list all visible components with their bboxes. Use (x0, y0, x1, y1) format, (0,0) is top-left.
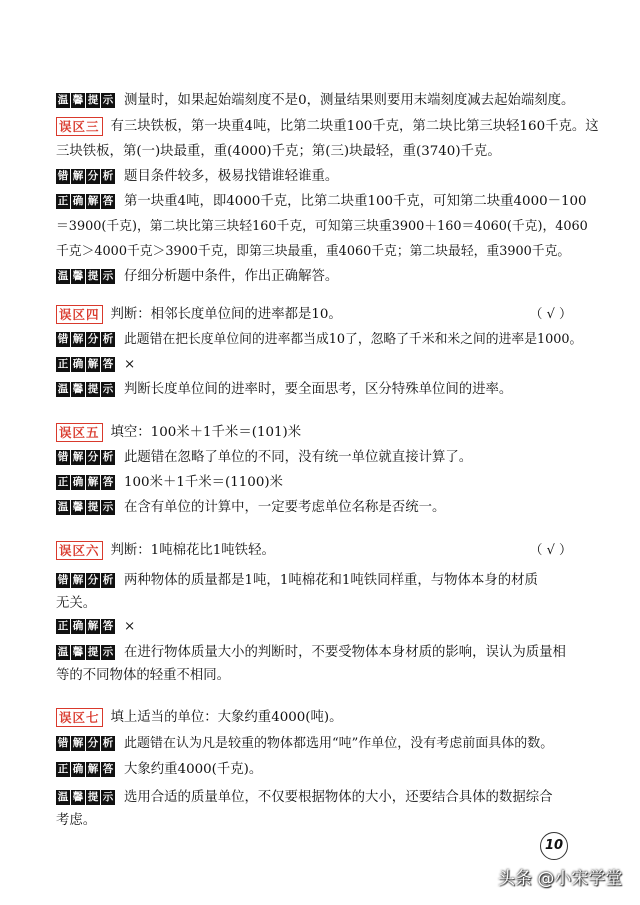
section-3-correct: 正 确 解 答 第一块重4吨，即4000千克，比第二块重100千克，可知第二块重4000－100 (56, 189, 586, 214)
tip-tag: 温 馨 提 示 (57, 94, 114, 106)
section-3-question-cont: 三块铁板，第(一)块最重，重(4000)千克；第(三)块最轻，重(3740)千克。 (56, 144, 501, 159)
tip-tag: 温 馨 提 示 (57, 791, 114, 803)
section-4-tip: 温 馨 提 示 判断长度单位间的进率时，要全面思考，区分特殊单位间的进率。 (56, 377, 586, 402)
wrong-analysis-tag: 错 解 分 析 (57, 737, 114, 749)
section-3-wrong-analysis: 错 解 分 析 题目条件较多，极易找错谁轻谁重。 (56, 164, 586, 189)
section-6-correct: 正 确 解 答 × (56, 614, 586, 639)
section-6-question: 误区六 判断：1吨棉花比1吨铁轻。 （ √ ） (56, 538, 586, 563)
section-5-wrong-analysis: 错 解 分 析 此题错在忽略了单位的不同，没有统一单位就直接计算了。 (56, 445, 586, 470)
section-3-question: 误区三 有三块铁板，第一块重4吨，比第二块重100千克，第二块比第三块轻160千克。这 (56, 114, 586, 139)
wrong-analysis-tag: 错 解 分 析 (57, 574, 114, 586)
tip-row (56, 88, 586, 113)
error-zone-label: 误区四 (56, 305, 103, 324)
section-4-correct: 正 确 解 答 × (56, 352, 586, 377)
page-number: 10 (540, 832, 568, 860)
section-7-tip: 温 馨 提 示 选用合适的质量单位，不仅要根据物体的大小，还要结合具体的数据综合 (56, 785, 586, 810)
error-zone-label: 误区七 (56, 708, 103, 727)
watermark: 头条 @小宋学堂 (498, 869, 623, 889)
section-5-correct: 正 确 解 答 100米＋1千米＝(1100)米 (56, 470, 586, 495)
tip-tag: 温 馨 提 示 (57, 270, 114, 282)
wrong-analysis-tag: 错 解 分 析 (57, 333, 114, 345)
section-3-correct-cont-1: ＝3900(千克)，第二块比第三块轻160千克，可知第三块重3900＋160＝4060(千克)，4060 (56, 219, 588, 234)
correct-tag: 正 确 解 答 (57, 195, 114, 207)
tip-tag: 温 馨 提 示 (57, 646, 114, 658)
section-3-correct-cont-2: 千克＞4000千克＞3900千克，即第三块最重，重4060千克；第二块最轻，重3900千克。 (56, 244, 571, 259)
section-5-question: 误区五 填空：100米＋1千米＝(101)米 (56, 420, 586, 445)
correct-tag: 正 确 解 答 (57, 620, 114, 632)
error-zone-label: 误区三 (56, 117, 103, 136)
section-6-wrong-analysis-cont: 无关。 (56, 596, 97, 611)
tip-tag: 温 馨 提 示 (57, 501, 114, 513)
section-5-tip: 温 馨 提 示 在含有单位的计算中，一定要考虑单位名称是否统一。 (56, 495, 586, 520)
judgement-mark: （ √ ） (529, 543, 572, 558)
section-7-tip-cont: 考虑。 (56, 813, 97, 828)
correct-tag: 正 确 解 答 (57, 476, 114, 488)
section-6-tip: 温 馨 提 示 在进行物体质量大小的判断时，不要受物体本身材质的影响，误认为质量相 (56, 640, 586, 665)
section-7-wrong-analysis: 错 解 分 析 此题错在认为凡是较重的物体都选用“吨”作单位，没有考虑前面具体的数。 (56, 731, 586, 756)
section-6-tip-cont: 等的不同物体的轻重不相同。 (56, 668, 231, 683)
section-6-wrong-analysis: 错 解 分 析 两种物体的质量都是1吨，1吨棉花和1吨铁同样重，与物体本身的材质 (56, 568, 586, 593)
section-4-question: 误区四 判断：相邻长度单位间的进率都是10。 （ √ ） (56, 302, 586, 327)
tip-tag: 温 馨 提 示 (57, 383, 114, 395)
wrong-analysis-tag: 错 解 分 析 (57, 170, 114, 182)
correct-tag: 正 确 解 答 (57, 358, 114, 370)
error-zone-label: 误区六 (56, 541, 103, 560)
wrong-analysis-tag: 错 解 分 析 (57, 451, 114, 463)
correct-tag: 正 确 解 答 (57, 763, 114, 775)
section-3-tip: 温 馨 提 示 仔细分析题中条件，作出正确解答。 (56, 264, 586, 289)
judgement-mark: （ √ ） (529, 307, 572, 322)
error-zone-label: 误区五 (56, 423, 103, 442)
section-7-question: 误区七 填上适当的单位：大象约重4000(吨)。 (56, 705, 586, 730)
section-7-correct: 正 确 解 答 大象约重4000(千克)。 (56, 757, 586, 782)
section-4-wrong-analysis: 错 解 分 析 此题错在把长度单位间的进率都当成10了，忽略了千米和米之间的进率是1000。 (56, 327, 586, 352)
tip-text: 测量时，如果起始端刻度不是0，测量结果则要用末端刻度减去起始端刻度。 (124, 93, 575, 108)
